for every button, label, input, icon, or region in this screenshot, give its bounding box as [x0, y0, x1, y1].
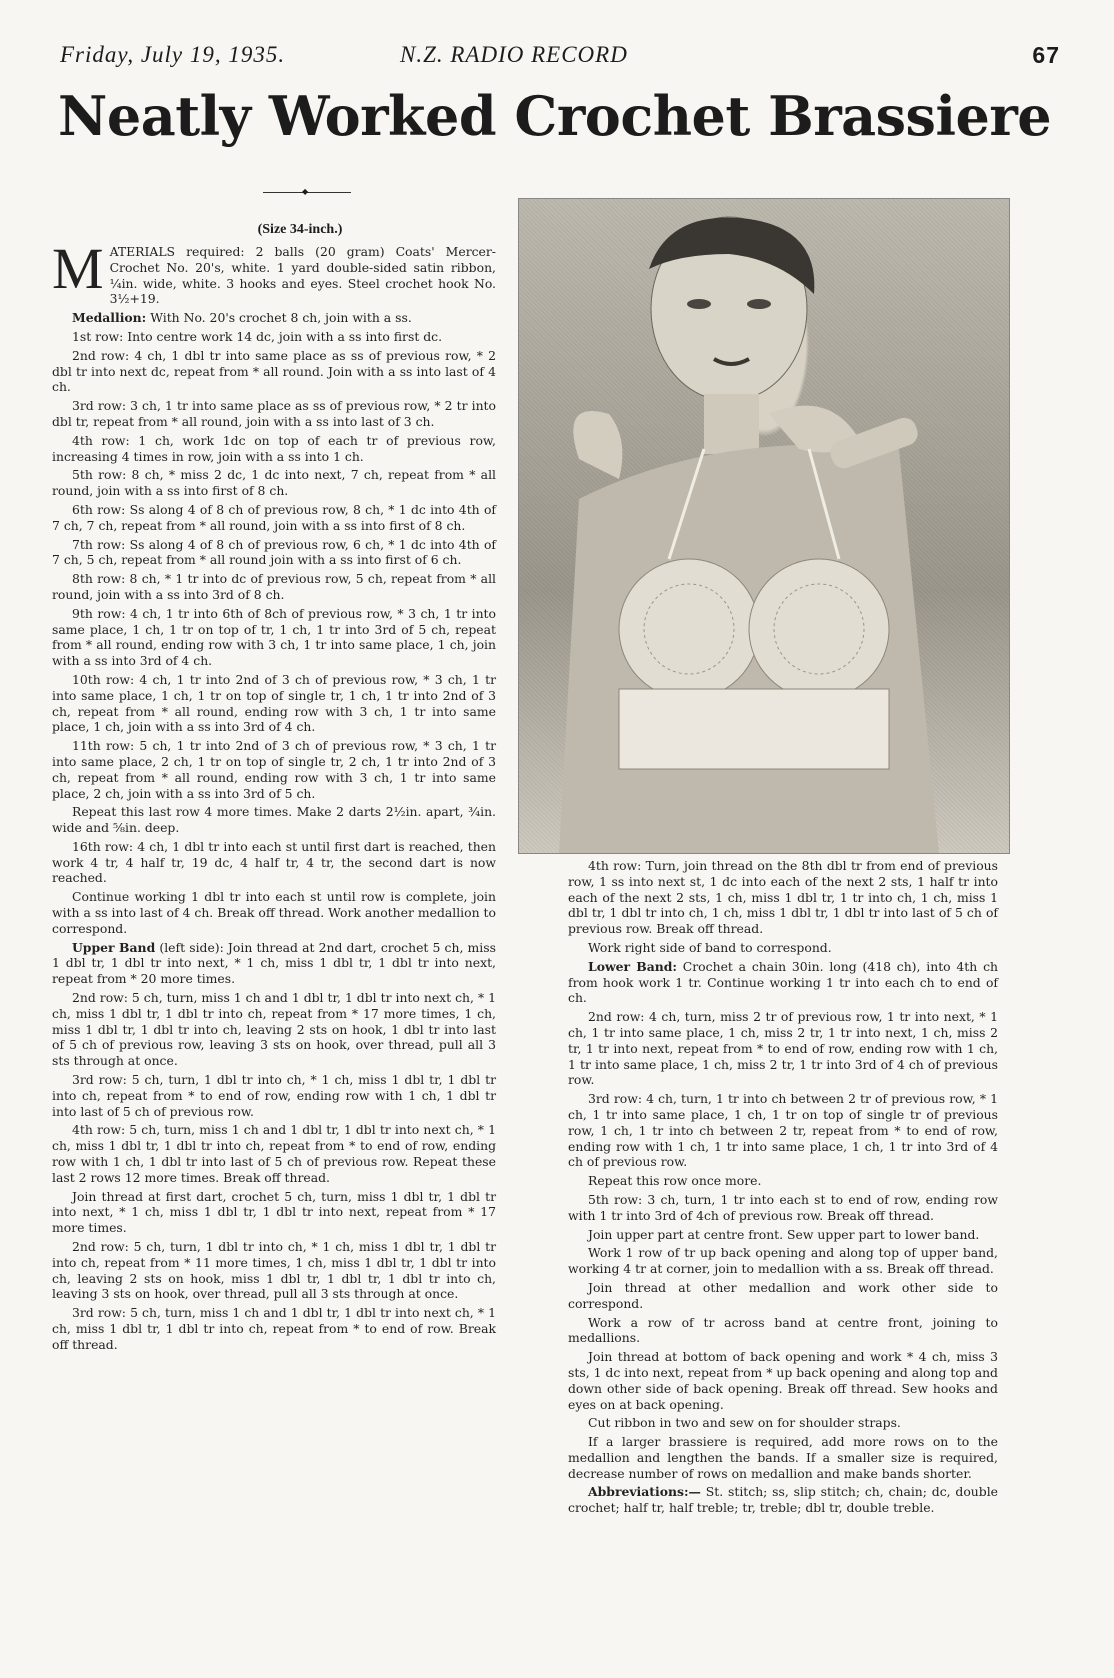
- instruction-paragraph: [568, 940, 998, 956]
- paragraph-text: If a larger brassiere is required, add more rows on to the medallion and lengthen the bands. If a smaller size is required, decrease number of rows on medallion and make bands shorter.: [568, 1434, 998, 1481]
- section-lead: Medallion:: [72, 310, 147, 326]
- instruction-paragraph: [52, 1239, 496, 1302]
- instruction-paragraph: [52, 672, 496, 735]
- paragraph-text: 3rd row: 5 ch, turn, 1 dbl tr into ch, * 1 ch, miss 1 dbl tr, 1 dbl tr into ch, repeat from * to end of row, ending row with 1 ch, 1 dbl tr into last of 5 ch of previous row.: [52, 1072, 496, 1119]
- paragraph-text: St. stitch; ss, slip stitch; ch, chain; dc, double crochet; half tr, half treble; tr, treble; dbl tr, double treble.: [568, 1484, 998, 1516]
- instruction-paragraph: [568, 1091, 998, 1170]
- paragraph-text: 16th row: 4 ch, 1 dbl tr into each st until first dart is reached, then work 4 tr, 4 half tr, 19 dc, 4 half tr, 4 tr, the second dart is now reached.: [52, 838, 496, 886]
- issue-date: Friday, July 19, 1935.: [60, 42, 286, 67]
- photo-illustration: [519, 199, 1009, 853]
- instruction-paragraph: [568, 1227, 998, 1243]
- section-lead: Upper Band: [72, 939, 156, 955]
- paragraph-text: 5th row: 8 ch, * miss 2 dc, 1 dc into next, 7 ch, repeat from * all round, join with a ss into first of 8 ch.: [52, 467, 496, 499]
- instruction-paragraph: [52, 236, 496, 307]
- instruction-paragraph: [52, 990, 496, 1069]
- divider-ornament: ◆: [302, 187, 309, 196]
- paragraph-text: Work 1 row of tr up back opening and along top of upper band, working 4 tr at corner, join to medallion with a ss. Break off thread.: [568, 1245, 998, 1277]
- paragraph-text: 1st row: Into centre work 14 dc, join with a ss into first dc.: [72, 328, 443, 344]
- section-lead: Abbreviations:—: [588, 1484, 701, 1500]
- section-lead: Lower Band:: [588, 958, 677, 974]
- instruction-paragraph: [568, 1349, 998, 1412]
- woman-wearing-crochet-brassiere-photo: [518, 198, 1010, 854]
- instruction-paragraph: [568, 1434, 998, 1481]
- paragraph-text: 11th row: 5 ch, 1 tr into 2nd of 3 ch of previous row, * 3 ch, 1 tr into same place, 2 ch, 1 tr on top of single tr, 2 ch, 1 tr into 2nd of 3 ch, repeat from * all round, ending row with 3 ch, 1 tr into same place, 2 ch, join with a ss into 3rd of 5 ch.: [52, 738, 496, 801]
- instruction-paragraph: [52, 398, 496, 430]
- paragraph-text: 7th row: Ss along 4 of 8 ch of previous row, 6 ch, * 1 dc into 4th of 7 ch, 5 ch, repeat from * all round join with a ss into first of 6 ch.: [52, 536, 496, 568]
- instruction-paragraph: [52, 502, 496, 534]
- instruction-paragraph: [568, 959, 998, 1006]
- instruction-paragraph: [52, 1189, 496, 1236]
- instruction-paragraph: [52, 606, 496, 669]
- instruction-paragraph: [568, 1280, 998, 1312]
- paragraph-text: (left side): Join thread at 2nd dart, crochet 5 ch, miss 1 dbl tr, 1 dbl tr into next, * 1 ch, miss 1 dbl tr, 1 dbl tr into next, repeat from * 20 more times.: [52, 939, 496, 987]
- instruction-paragraph: [52, 433, 496, 465]
- paragraph-text: ATERIALS required: 2 balls (20 gram) Coats' Mercer-Crochet No. 20's, white. 1 yard double-sided satin ribbon, ¼in. wide, white. 3 hooks and eyes. Steel crochet hook No. 3½+19.: [109, 244, 496, 307]
- instruction-paragraph: [568, 1173, 998, 1189]
- instruction-paragraph: [568, 1245, 998, 1277]
- paragraph-text: 4th row: 5 ch, turn, miss 1 ch and 1 dbl tr, 1 dbl tr into next ch, * 1 ch, miss 1 dbl tr, 1 dbl tr into ch, repeat from * to end of row, ending row with 1 ch, 1 dbl tr into last of 5 ch of previous row. Repeat these last 2 rows 12 more times. Break off thread.: [52, 1122, 496, 1185]
- instruction-paragraph: [52, 571, 496, 603]
- paragraph-text: With No. 20's crochet 8 ch, join with a ss.: [150, 310, 412, 326]
- paragraph-text: Continue working 1 dbl tr into each st until row is complete, join with a ss into last of 4 ch. Break off thread. Work another medallion to correspond.: [52, 889, 496, 936]
- paragraph-text: Repeat this row once more.: [588, 1173, 762, 1189]
- instruction-paragraph: [52, 738, 496, 801]
- instruction-paragraph: [52, 839, 496, 886]
- paragraph-text: 10th row: 4 ch, 1 tr into 2nd of 3 ch of previous row, * 3 ch, 1 tr into same place, 1 ch, 1 tr on top of single tr, 1 ch, 1 tr into 2nd of 3 ch, repeat from * all round, ending row with 3 ch, 1 tr into same place, 1 ch, join with a ss into 3rd of 4 ch.: [52, 671, 496, 735]
- paragraph-text: Join thread at other medallion and work other side to correspond.: [568, 1279, 998, 1311]
- paragraph-text: 3rd row: 5 ch, turn, miss 1 ch and 1 dbl tr, 1 dbl tr into next ch, * 1 ch, miss 1 dbl tr, 1 dbl tr into ch, repeat from * to end of row. Break off thread.: [52, 1305, 496, 1352]
- paragraph-text: 2nd row: 5 ch, turn, 1 dbl tr into ch, * 1 ch, miss 1 dbl tr, 1 dbl tr into ch, repeat from * 11 more times, 1 ch, miss 1 dbl tr, 1 dbl tr into ch, leaving 2 sts on hook, miss 1 dbl tr, 1 dbl tr, 1 dbl tr into ch, leaving 3 sts on hook, over thread, pull all 3 sts through at once.: [52, 1239, 496, 1302]
- instruction-paragraph: [568, 1415, 998, 1431]
- drop-cap: M: [52, 236, 104, 301]
- instruction-paragraph: [52, 467, 496, 499]
- page-number: 67: [1032, 42, 1060, 68]
- instruction-paragraph: [568, 1484, 998, 1516]
- page-header: [60, 42, 1060, 72]
- article-title: Neatly Worked Crochet Brassiere: [58, 84, 1052, 148]
- paragraph-text: 9th row: 4 ch, 1 tr into 6th of 8ch of previous row, * 3 ch, 1 tr into same place, 1 ch, 1 tr on top of tr, 1 ch, 1 tr into 3rd of 5 ch, repeat from * all round, ending row with 3 ch, 1 tr into same place, 1 ch, join with a ss into 3rd of 4 ch.: [52, 605, 496, 669]
- instruction-paragraph: [52, 804, 496, 836]
- paragraph-text: 2nd row: 5 ch, turn, miss 1 ch and 1 dbl tr, 1 dbl tr into next ch, * 1 ch, miss 1 dbl tr, 1 dbl tr into ch, repeat from * 17 more times, 1 ch, miss 1 dbl tr, 1 dbl tr into ch, leaving 2 sts on hook, 1 dbl tr into last of 5 ch of previous row, leaving 3 sts on hook, over thread, pull all 3 sts through at once.: [52, 990, 496, 1069]
- instructions-right-column: [568, 858, 998, 1519]
- paragraph-text: 4th row: 1 ch, work 1dc on top of each tr of previous row, increasing 4 times in row, join with a ss into 1 ch.: [52, 432, 496, 464]
- paragraph-text: Join thread at first dart, crochet 5 ch, turn, miss 1 dbl tr, 1 dbl tr into next, * 1 ch, miss 1 dbl tr, 1 dbl tr into next, repeat from * 17 more times.: [52, 1188, 496, 1236]
- instructions-left-column: [52, 236, 496, 1356]
- instruction-paragraph: [568, 1192, 998, 1224]
- instruction-paragraph: [52, 348, 496, 395]
- publication-name: N.Z. RADIO RECORD: [400, 42, 628, 67]
- paragraph-text: 2nd row: 4 ch, 1 dbl tr into same place as ss of previous row, * 2 dbl tr into next dc, repeat from * all round. Join with a ss into last of 4 ch.: [52, 347, 496, 395]
- paragraph-text: Join upper part at centre front. Sew upper part to lower band.: [588, 1226, 980, 1242]
- instruction-paragraph: [52, 940, 496, 987]
- instruction-paragraph: [568, 1009, 998, 1088]
- size-note: (Size 34-inch.): [257, 222, 343, 237]
- paragraph-text: Cut ribbon in two and sew on for shoulder straps.: [588, 1415, 901, 1431]
- paragraph-text: Work right side of band to correspond.: [588, 939, 832, 955]
- paragraph-text: Repeat this last row 4 more times. Make 2 darts 2½in. apart, ¾in. wide and ⅝in. deep.: [52, 804, 496, 836]
- paragraph-text: 4th row: Turn, join thread on the 8th dbl tr from end of previous row, 1 ss into next st, 1 dc into each of the next 2 sts, 1 half tr into each of the next 2 sts, 1 ch, miss 1 dbl tr, 1 tr into ch, 1 ch, miss 1 dbl tr, 1 dbl tr into ch, 1 ch, miss 1 dbl tr, 1 dbl tr into last of 5 ch of previous row. Break off thread.: [568, 858, 998, 937]
- instruction-paragraph: [568, 1315, 998, 1347]
- paragraph-text: 8th row: 8 ch, * 1 tr into dc of previous row, 5 ch, repeat from * all round, join with a ss into 3rd of 8 ch.: [52, 571, 496, 602]
- paragraph-text: Work a row of tr across band at centre front, joining to medallions.: [568, 1314, 998, 1346]
- paragraph-text: 3rd row: 4 ch, turn, 1 tr into ch between 2 tr of previous row, * 1 ch, 1 tr into same place, 1 ch, 1 tr on top of single tr of previous row, 1 ch, 1 tr into ch between 2 tr, repeat from * to end of row, ending row with 1 ch, 1 tr into same place, 1 ch, 1 tr into 3rd of 4 ch of previous row.: [568, 1091, 998, 1170]
- paragraph-text: 6th row: Ss along 4 of 8 ch of previous row, 8 ch, * 1 dc into 4th of 7 ch, 7 ch, repeat from * all round, join with a ss into first of 8 ch.: [52, 501, 496, 533]
- paragraph-text: 5th row: 3 ch, turn, 1 tr into each st to end of row, ending row with 1 tr into 3rd of 4ch of previous row. Break off thread.: [568, 1191, 998, 1223]
- paragraph-text: Join thread at bottom of back opening and work * 4 ch, miss 3 sts, 1 dc into next, repeat from * up back opening and along top and down other side of back opening. Break off thread. Sew hooks and eyes on at back opening.: [568, 1349, 998, 1412]
- instruction-paragraph: [568, 858, 998, 937]
- instruction-paragraph: [52, 1122, 496, 1185]
- paragraph-text: 2nd row: 4 ch, turn, miss 2 tr of previous row, 1 tr into next, * 1 ch, 1 tr into same place, 1 ch, miss 2 tr, 1 tr into next, 1 ch, miss 2 tr, 1 tr into next, repeat from * to end of row, ending row with 1 ch, 1 tr into same place, 1 ch, miss 2 tr, 1 tr into 3rd of 4 ch of previous row.: [568, 1009, 998, 1088]
- paragraph-text: 3rd row: 3 ch, 1 tr into same place as ss of previous row, * 2 tr into dbl tr, repeat from * all round, join with a ss into last of 3 ch.: [52, 398, 496, 429]
- instruction-paragraph: [52, 537, 496, 569]
- instruction-paragraph: [52, 1305, 496, 1352]
- paragraph-text: Crochet a chain 30in. long (418 ch), into 4th ch from hook work 1 tr. Continue working 1 tr into each ch to end of ch.: [568, 958, 998, 1006]
- instruction-paragraph: [52, 1072, 496, 1119]
- instruction-paragraph: [52, 889, 496, 936]
- instruction-paragraph: [52, 310, 496, 326]
- instruction-paragraph: [52, 329, 496, 345]
